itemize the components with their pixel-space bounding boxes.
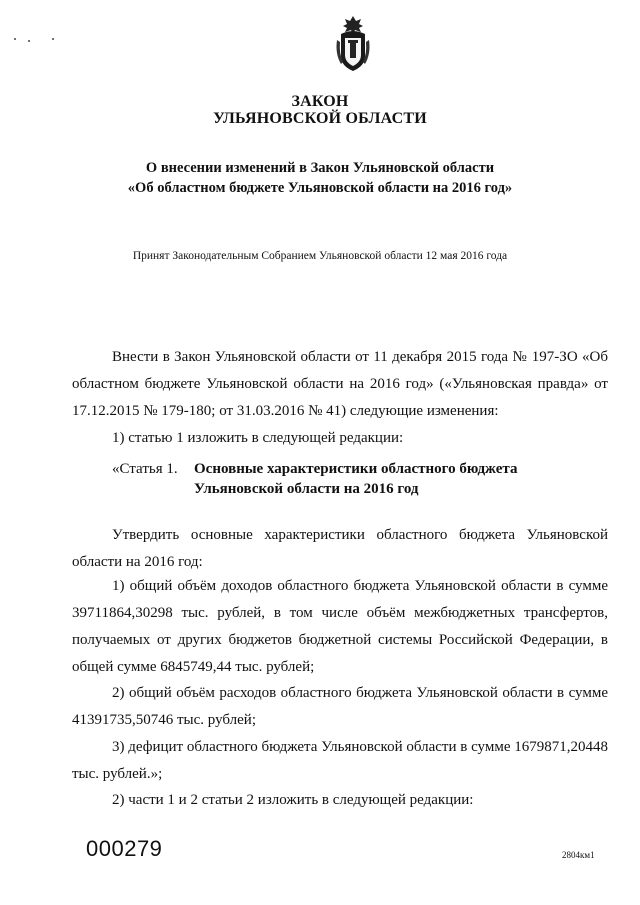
- stamp-number: 000279: [86, 836, 163, 861]
- subtitle-line-2: «Об областном бюджете Ульяновской области на 2016 год»: [127, 180, 513, 196]
- coat-of-arms-icon: [333, 14, 373, 74]
- adoption-note: Принят Законодательным Собранием Ульяновской области 12 мая 2016 года: [132, 250, 508, 262]
- scan-mark: [52, 38, 54, 40]
- document-type: ЗАКОН: [291, 93, 349, 110]
- document-code: 2804км1: [562, 850, 595, 860]
- document-region: УЛЬЯНОВСКОЙ ОБЛАСТИ: [213, 110, 427, 127]
- item-1: 1) статью 1 изложить в следующей редакции:: [112, 430, 404, 446]
- article-number: «Статья 1.: [112, 461, 178, 477]
- item-2: 2) части 1 и 2 статьи 2 изложить в следующей редакции:: [112, 792, 474, 808]
- scan-mark: [28, 40, 30, 42]
- article-title: Основные характеристики областного бюджета Ульяновской области на 2016 год: [194, 461, 518, 497]
- intro-paragraph: Внести в Закон Ульяновской области от 11 декабря 2015 года № 197-ЗО «Об областном бюджете Ульяновской области на 2016 год» («Ульяновская правда» от 17.12.2015 № 179-180; от 31.03.2016 № 41) следующие изменения:: [72, 349, 608, 419]
- paragraph-3: 3) дефицит областного бюджета Ульяновской области в сумме 1679871,20448 тыс. рублей.»;: [72, 739, 608, 782]
- article-heading: [112, 459, 608, 499]
- scan-mark: [14, 38, 16, 40]
- paragraph-2: 2) общий объём расходов областного бюджета Ульяновской области в сумме 41391735,50746 тыс. рублей;: [72, 685, 608, 728]
- paragraph-1: 1) общий объём доходов областного бюджета Ульяновской области в сумме 39711864,30298 тыс. рублей, в том числе объём межбюджетных трансфертов, получаемых от других бюджетов бюджетной системы Российской Федерации, в общей сумме 6845749,44 тыс. рублей;: [72, 578, 608, 675]
- subtitle-line-1: О внесении изменений в Закон Ульяновской области: [145, 160, 495, 176]
- approve-paragraph: Утвердить основные характеристики областного бюджета Ульяновской области на 2016 год:: [72, 527, 608, 570]
